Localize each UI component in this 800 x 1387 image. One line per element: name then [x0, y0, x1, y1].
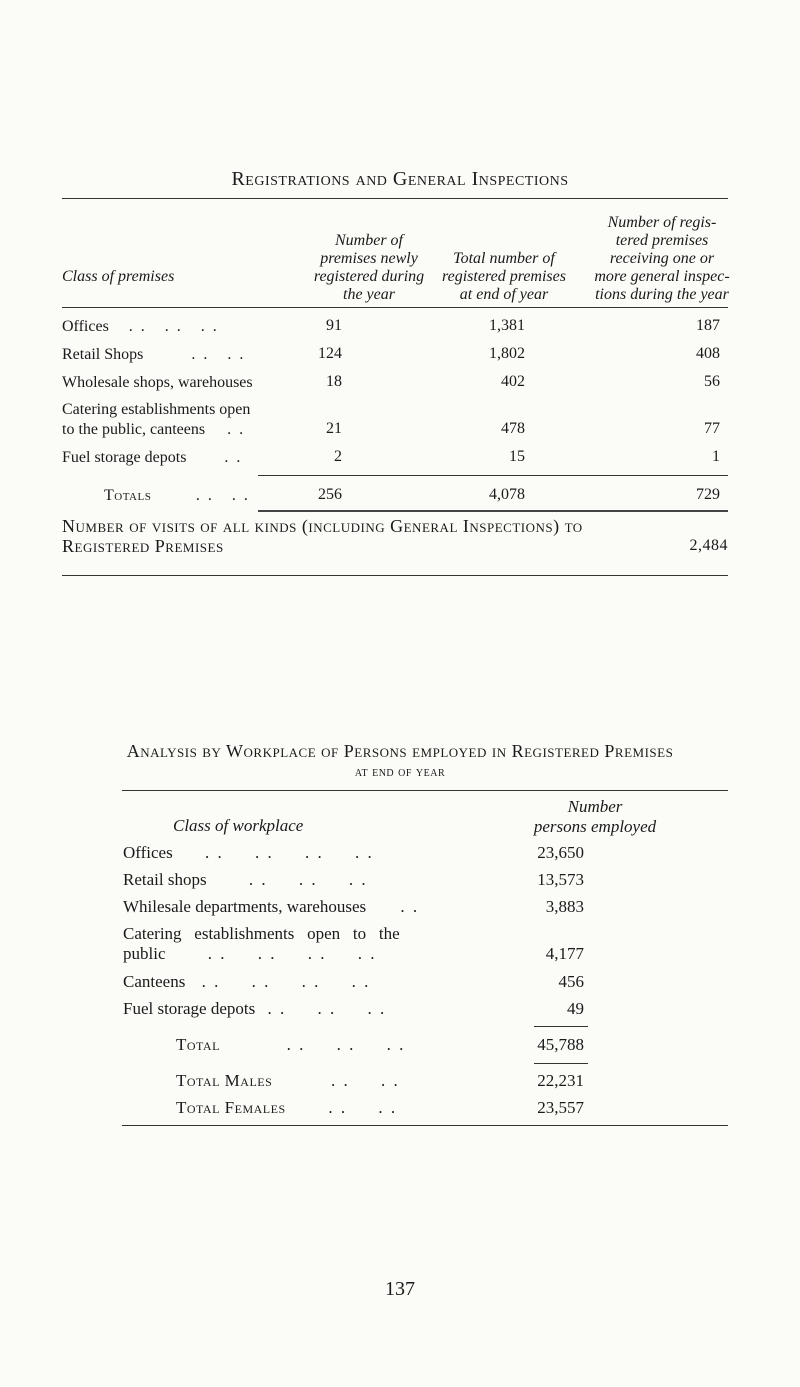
total-females-label: Total Females — [176, 1098, 286, 1117]
row-label: Offices — [123, 843, 173, 862]
cell-employed: 456 — [558, 972, 584, 991]
totals-row — [104, 486, 250, 506]
divider — [534, 1063, 588, 1064]
header-newly-line: registered during — [313, 268, 425, 285]
row-label: Wholesale shops, warehouses — [62, 374, 253, 391]
cell-inspections: 77 — [704, 420, 720, 437]
cell-employed: 13,573 — [537, 870, 584, 889]
header-insp-line: Number of regis- — [607, 214, 717, 231]
cell-employed: 23,650 — [537, 843, 584, 862]
leader-dots: . . . . — [191, 346, 246, 363]
page-number: 137 — [385, 1278, 415, 1300]
header-newly-line: premises newly — [320, 250, 418, 267]
row-label: Catering establishments open — [62, 401, 251, 418]
leader-dots: . . . . — [331, 1071, 400, 1090]
list-item — [123, 897, 419, 917]
cell-total: 15 — [509, 448, 525, 465]
cell-newly: 18 — [326, 373, 342, 390]
header-num-line: persons employed — [533, 817, 657, 836]
header-total-line: Total number of — [453, 250, 555, 267]
leader-dots: . . . . — [328, 1098, 398, 1117]
total-males-label: Total Males — [176, 1071, 273, 1090]
row-label: Retail Shops — [62, 346, 144, 363]
visits-block — [62, 516, 742, 556]
total-value: 45,788 — [537, 1035, 584, 1054]
list-item — [123, 843, 374, 863]
list-item — [123, 999, 386, 1019]
cell-newly: 124 — [318, 345, 342, 362]
cell-total: 402 — [501, 373, 525, 390]
leader-dots: . . — [227, 421, 246, 438]
cell-inspections: 1 — [712, 448, 720, 465]
header-newly-line: the year — [343, 286, 395, 303]
cell-inspections: 56 — [704, 373, 720, 390]
leader-dots: . . . . . . — [128, 318, 219, 335]
cell-newly: 2 — [334, 448, 342, 465]
row-label: Retail shops — [123, 870, 207, 889]
row-label-cont: public — [123, 944, 166, 963]
row-label-cont: to the public, canteens — [62, 421, 206, 438]
divider — [62, 198, 728, 199]
table-row — [62, 317, 219, 337]
header-newly-line: Number of — [335, 232, 403, 249]
divider — [258, 510, 728, 512]
row-label: Fuel storage depots — [123, 999, 256, 1018]
row-label: Whilesale departments, warehouses — [123, 897, 367, 916]
total-females-value: 23,557 — [537, 1098, 584, 1117]
totals-label: Totals — [104, 487, 152, 504]
section1-title: Registrations and General Inspections — [231, 168, 569, 190]
divider — [534, 1026, 588, 1027]
row-label: Canteens — [123, 972, 186, 991]
list-item — [123, 924, 400, 964]
cell-newly: 21 — [326, 420, 342, 437]
leader-dots: . . — [400, 897, 420, 916]
header-inspections — [576, 214, 748, 304]
totals-total: 4,078 — [489, 486, 525, 503]
header-persons-employed — [475, 797, 715, 837]
table-row — [62, 400, 250, 440]
leader-dots: . . — [224, 449, 243, 466]
section2-title-line: at end of year — [354, 765, 446, 780]
list-item — [123, 870, 368, 890]
divider — [62, 575, 728, 576]
total-row — [176, 1035, 405, 1055]
cell-employed: 49 — [567, 999, 584, 1018]
cell-inspections: 187 — [696, 317, 720, 334]
table-row — [62, 345, 245, 365]
total-males-value: 22,231 — [537, 1071, 584, 1090]
leader-dots: . . . . . . — [286, 1035, 406, 1054]
cell-total: 478 — [501, 420, 525, 437]
visits-line: Registered Premises — [62, 536, 224, 556]
cell-employed: 4,177 — [545, 944, 584, 963]
header-num-line: Number — [567, 797, 623, 816]
row-label: Fuel storage depots — [62, 449, 187, 466]
row-label: Catering establishments open to the — [123, 924, 400, 943]
divider — [122, 1125, 728, 1126]
cell-total: 1,802 — [489, 345, 525, 362]
header-total-line: at end of year — [459, 286, 549, 303]
leader-dots: . . . . — [195, 487, 250, 504]
divider — [62, 307, 728, 308]
total-females-row — [176, 1098, 397, 1118]
header-insp-line: receiving one or — [609, 250, 715, 267]
header-insp-line: tions during the year — [595, 286, 729, 303]
visits-line: Number of visits of all kinds (including General Inspections) to — [62, 516, 583, 536]
section2-title — [0, 740, 800, 784]
divider — [258, 475, 728, 476]
list-item — [123, 972, 370, 992]
total-label: Total — [176, 1035, 220, 1054]
total-males-row — [176, 1071, 400, 1091]
cell-inspections: 408 — [696, 345, 720, 362]
row-label: Offices — [62, 318, 109, 335]
header-insp-line: more general inspec- — [594, 268, 730, 285]
visits-value: 2,484 — [689, 537, 728, 554]
cell-newly: 91 — [326, 317, 342, 334]
header-class-of-workplace: Class of workplace — [173, 816, 304, 835]
header-total-registered — [418, 214, 590, 304]
header-class-of-premises: Class of premises — [62, 268, 175, 285]
cell-employed: 3,883 — [545, 897, 584, 916]
table-row — [62, 448, 242, 468]
header-insp-line: tered premises — [615, 232, 709, 249]
totals-inspections: 729 — [696, 486, 720, 503]
leader-dots: . . . . . . . . — [201, 972, 371, 991]
divider — [122, 790, 728, 791]
section2-title-line: Analysis by Workplace of Persons employed in Registered Premises — [126, 741, 674, 761]
header-total-line: registered premises — [442, 268, 566, 285]
table-row — [62, 373, 253, 393]
cell-total: 1,381 — [489, 317, 525, 334]
leader-dots: . . . . . . . . — [207, 944, 377, 963]
totals-newly: 256 — [318, 486, 342, 503]
leader-dots: . . . . . . — [267, 999, 387, 1018]
leader-dots: . . . . . . . . — [204, 843, 374, 862]
leader-dots: . . . . . . — [248, 870, 368, 889]
